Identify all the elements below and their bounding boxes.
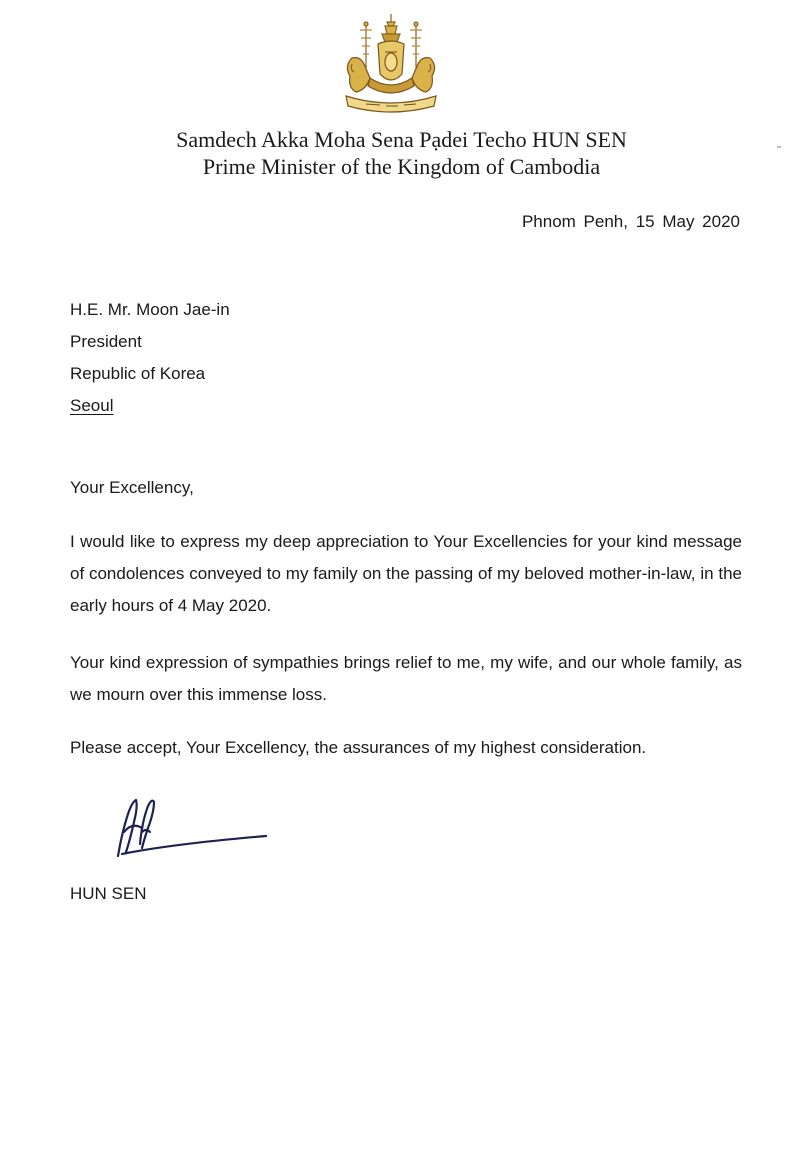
scan-mark bbox=[777, 146, 781, 148]
recipient-name: H.E. Mr. Moon Jae-in bbox=[70, 300, 230, 319]
closing-text-end: , the assurances of my highest consideration. bbox=[305, 738, 647, 757]
recipient-city: Seoul bbox=[70, 396, 114, 415]
salutation: Your Excellency, bbox=[70, 478, 194, 497]
date-line: Phnom Penh, 15 May 2020 bbox=[521, 212, 740, 231]
body-paragraph-2: Your kind expression of sympathies brings relief to me, my wife, and our whole family, as we mourn over this immense loss. bbox=[70, 653, 742, 704]
coat-of-arms-emblem bbox=[336, 12, 446, 118]
recipient-address-block bbox=[70, 294, 230, 422]
sender-name-line: Samdech Akka Moha Sena Pạdei Techo HUN SEN bbox=[176, 127, 627, 152]
recipient-position: President bbox=[70, 332, 142, 351]
handwritten-signature bbox=[112, 792, 274, 862]
signatory-name: HUN SEN bbox=[70, 884, 147, 903]
recipient-country: Republic of Korea bbox=[70, 364, 206, 383]
body-paragraph-3 bbox=[70, 732, 742, 764]
sender-title-line: Prime Minister of the Kingdom of Cambodia bbox=[202, 154, 601, 179]
letterhead bbox=[0, 126, 795, 180]
closing-emphasis: Your Excellency bbox=[185, 738, 306, 757]
body-paragraph-1: I would like to express my deep appreciation to Your Excellencies for your kind message of condolences conveyed to my family on the passing of my beloved mother-in-law, in the early hours of 4 May 2020. bbox=[70, 532, 742, 615]
closing-text-start: Please accept, bbox=[70, 738, 186, 757]
